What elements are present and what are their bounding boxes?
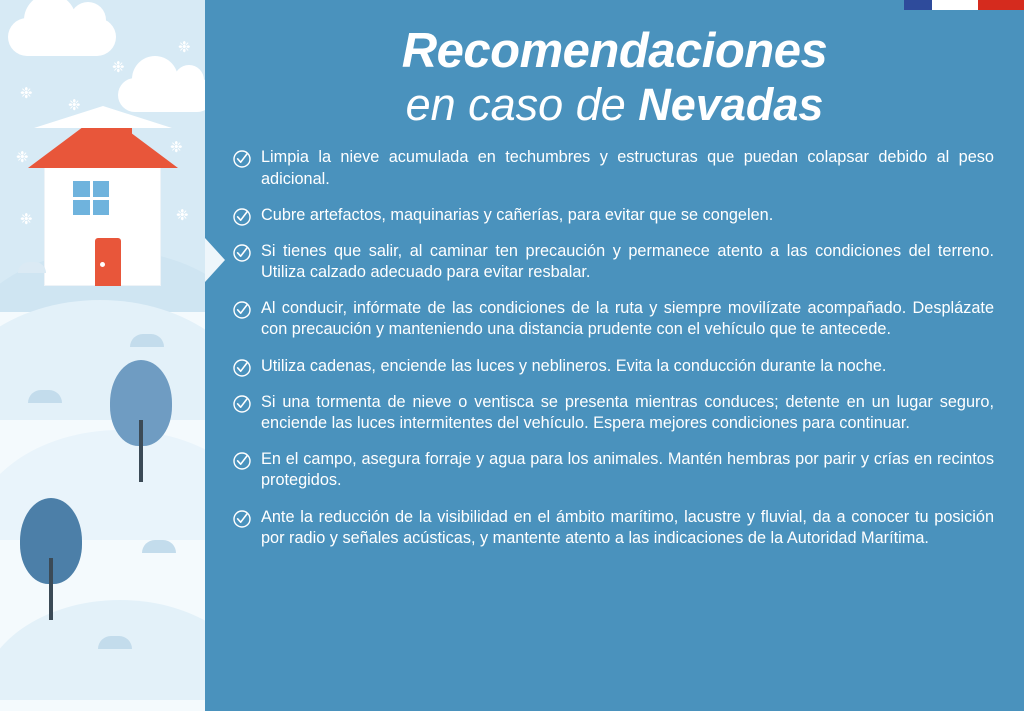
list-item-text: Cubre artefactos, maquinarias y cañerías, para evitar que se congelen. [261, 205, 774, 224]
check-circle-icon [233, 359, 251, 377]
list-item [233, 356, 994, 377]
chile-flag-stripe [904, 0, 1024, 10]
door-knob [100, 262, 105, 267]
subtitle-strong: Nevadas [638, 78, 824, 130]
title-block [205, 0, 1024, 129]
list-item-text: Ante la reducción de la visibilidad en el ámbito marítimo, lacustre y fluvial, da a conocer tu posición por radio y señales acústicas, y mantente atento a las indicaciones de la Autoridad Marítima. [261, 507, 994, 547]
bush [18, 262, 46, 273]
check-circle-icon [233, 244, 251, 262]
list-item-text: Limpia la nieve acumulada en techumbres y estructuras que puedan colapsar debido al peso adicional. [261, 148, 994, 188]
check-circle-icon [233, 301, 251, 319]
list-item [233, 298, 994, 340]
page-title: Recomendaciones [401, 24, 828, 78]
list-item [233, 205, 994, 226]
roof-snow [34, 106, 172, 128]
content-panel [205, 0, 1024, 711]
flag-red-stripe [978, 0, 1024, 10]
snowflake-icon: ❉ [176, 207, 189, 224]
list-item [233, 507, 994, 549]
bush [28, 390, 62, 403]
snowflake-icon: ❉ [170, 139, 183, 156]
bush [130, 334, 164, 347]
snowflake-icon: ❉ [16, 149, 29, 166]
tree-trunk [139, 420, 143, 482]
winter-illustration [0, 0, 205, 711]
list-item-text: Utiliza cadenas, enciende las luces y neblineros. Evita la conducción durante la noche. [261, 356, 887, 375]
list-item-text: En el campo, asegura forraje y agua para los animales. Mantén hembras por parir y crías en recintos protegidos. [261, 450, 994, 490]
check-circle-icon [233, 150, 251, 168]
list-item-text: Si tienes que salir, al caminar ten precaución y permanece atento a las condiciones del terreno. Utiliza calzado adecuado para evitar resbalar. [261, 241, 994, 282]
bush [98, 636, 132, 649]
list-item-text: Si una tormenta de nieve o ventisca se presenta mientras conduces; detente en un lugar seguro, enciende las luces intermitentes del vehículo. Espera mejores condiciones para continuar. [261, 392, 994, 432]
cloud-icon [8, 18, 116, 56]
snowflake-icon: ❉ [20, 85, 33, 102]
snowflake-icon: ❉ [68, 97, 81, 114]
house-door [95, 238, 121, 286]
check-circle-icon [233, 395, 251, 413]
list-item [233, 241, 994, 283]
flag-blue-stripe [904, 0, 932, 10]
snowflake-icon: ❉ [20, 211, 33, 228]
subtitle-prefix: en caso de [405, 78, 639, 130]
flag-white-stripe [932, 0, 978, 10]
list-item [233, 449, 994, 491]
check-circle-icon [233, 452, 251, 470]
check-circle-icon [233, 510, 251, 528]
snowflake-icon: ❉ [112, 59, 125, 76]
snowflake-icon: ❉ [178, 39, 191, 56]
panel-notch [205, 238, 225, 282]
house-window [70, 178, 112, 218]
page-subtitle [241, 80, 988, 130]
check-circle-icon [233, 208, 251, 226]
bush [142, 540, 176, 553]
list-item-text: Al conducir, infórmate de las condiciones de la ruta y siempre movilízate acompañado. Desplázate con precaución y manteniendo una distancia prudente con el vehículo que te antecede. [261, 299, 994, 339]
tree-trunk [49, 558, 53, 620]
list-item [233, 147, 994, 189]
list-item [233, 392, 994, 434]
recommendation-list [233, 147, 994, 548]
